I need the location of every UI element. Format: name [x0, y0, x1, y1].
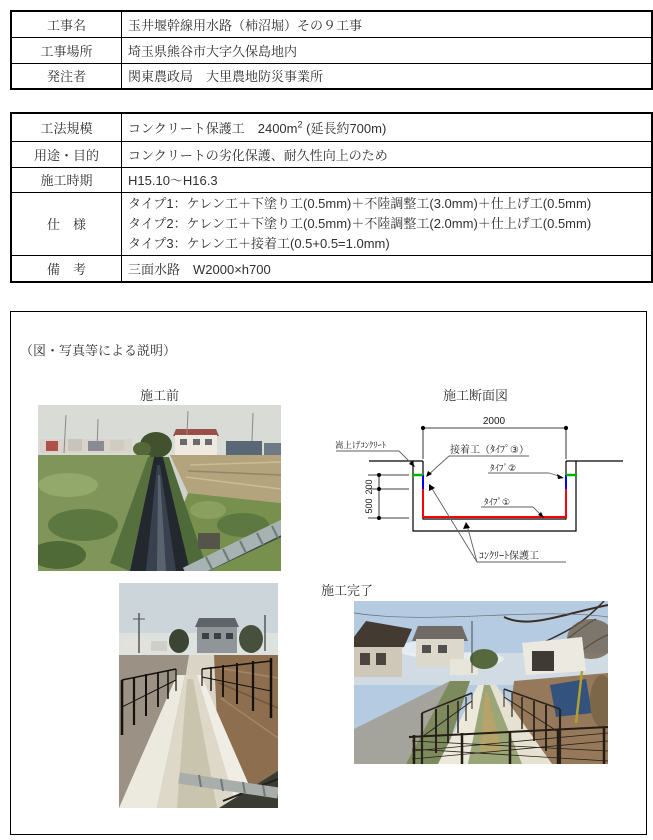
scale-length: (延長約700m) [302, 120, 387, 136]
row-value [122, 113, 653, 141]
cross-section-diagram [331, 414, 648, 571]
diagram-caption: 施工断面図 [442, 388, 508, 403]
row-label: 工法規模 [11, 113, 122, 141]
table-row [11, 63, 652, 89]
row-label: 工事名 [11, 11, 122, 37]
photo-before-image [38, 405, 281, 571]
type2-label: ﾀｲﾌﾟ② [490, 463, 517, 473]
scale-text: コンクリート保護工 2400m [128, 120, 298, 136]
row-value: コンクリートの劣化保護、耐久性向上のため [122, 141, 653, 167]
photo-before-caption: 施工前 [139, 388, 179, 403]
table-row [11, 255, 652, 282]
superscript-2: 2 [297, 119, 303, 130]
upper-dim-text: 200 [364, 479, 374, 495]
figure-explanation-box [10, 311, 647, 835]
row-label: 発注者 [11, 63, 122, 89]
spec-line-3: タイプ3：ケレン工＋接着工(0.5+0.5=1.0mm) [128, 235, 390, 251]
photo-during-image [119, 583, 278, 808]
construction-detail-table [10, 112, 653, 283]
row-value: 三面水路 W2000×h700 [122, 255, 653, 282]
raised-concrete-label: 嵩上げｺﾝｸﾘｰﾄ [335, 440, 387, 450]
protection-label: ｺﾝｸﾘｰﾄ保護工 [479, 551, 539, 562]
row-label: 用途・目的 [11, 141, 122, 167]
adhesive-type3-label: 接着工（ﾀｲﾌﾟ③） [450, 445, 529, 456]
table-row [11, 11, 652, 37]
spec-line-1: タイプ1：ケレン工＋下塗り工(0.5mm)＋不陸調整工(3.0mm)＋仕上げ工(0.5mm) [128, 195, 592, 211]
height-dimension [368, 473, 409, 519]
table-row [11, 113, 652, 141]
project-summary-table [10, 10, 653, 90]
row-value: H15.10～H16.3 [122, 167, 653, 192]
row-label: 仕 様 [11, 192, 122, 255]
photo-after-caption: 施工完了 [321, 583, 374, 598]
table-row [11, 37, 652, 63]
table-row [11, 167, 652, 192]
width-dim-text: 2000 [482, 416, 506, 427]
row-value: 埼玉県熊谷市大字久保島地内 [122, 37, 653, 63]
lower-dim-text: 500 [364, 498, 374, 514]
spec-line-2: タイプ2：ケレン工＋下塗り工(0.5mm)＋不陸調整工(2.0mm)＋仕上げ工(0.5mm) [128, 215, 592, 231]
figure-section-title: （図・写真等による説明） [20, 343, 177, 358]
row-label: 工事場所 [11, 37, 122, 63]
photo-after-image [354, 601, 608, 764]
row-label: 施工時期 [11, 167, 122, 192]
row-value [122, 192, 653, 255]
row-label: 備 考 [11, 255, 122, 282]
row-value: 関東農政局 大里農地防災事業所 [122, 63, 653, 89]
table-row [11, 141, 652, 167]
table-row [11, 192, 652, 255]
type1-label: ﾀｲﾌﾟ① [484, 497, 511, 507]
row-value: 玉井堰幹線用水路（柿沼堀）その９工事 [122, 11, 653, 37]
